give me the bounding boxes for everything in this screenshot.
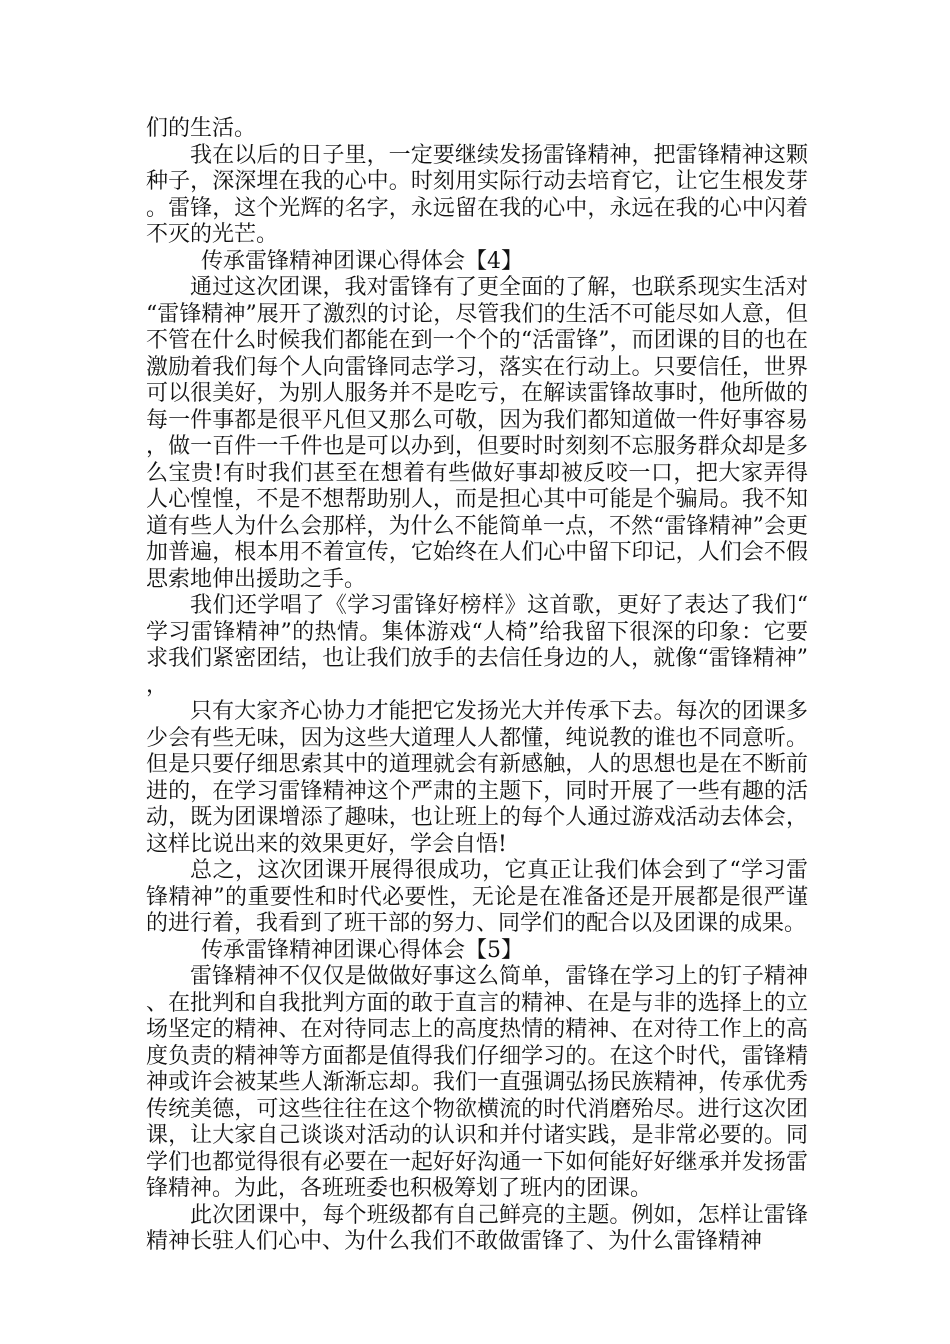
paragraph-lei-feng-seed: 我在以后的日子里，一定要继续发扬雷锋精神，把雷锋精神这颗种子，深深埋在我的心中。时刻用实际行动去培育它，让它生根发芽。雷锋，这个光辉的名字，永远留在我的心中，永远在我的心中闪着不灭的光芒。: [146, 142, 808, 247]
paragraph-teamwork: 只有大家齐心协力才能把它发扬光大并传承下去。每次的团课多少会有些无味，因为这些大道理人人都懂，纯说教的谁也不同意听。但是只要仔细思索其中的道理就会有新感触，人的思想也是在不断前进的，在学习雷锋精神这个严肃的主题下，同时开展了一些有趣的活动，既为团课增添了趣味，也让班上的每个人通过游戏活动去体会，这样比说出来的效果更好，学会自悟!: [146, 699, 808, 857]
paragraph-continuation: 们的生活。: [146, 116, 257, 141]
section-heading-5: 传承雷锋精神团课心得体会【5】: [201, 937, 523, 963]
paragraph-song-and-game: 我们还学唱了《学习雷锋好榜样》这首歌，更好了表达了我们“学习雷锋精神”的热情。集体游戏“人椅”给我留下很深的印象：它要求我们紧密团结，也让我们放手的去信任身边的人，就像“雷锋精神”，: [146, 593, 808, 698]
section-heading-4: 传承雷锋精神团课心得体会【4】: [201, 248, 523, 274]
document-body: [146, 116, 808, 1256]
paragraph-class-themes: 此次团课中，每个班级都有自己鲜亮的主题。例如，怎样让雷锋精神长驻人们心中、为什么我们不敢做雷锋了、为什么雷锋精神: [146, 1202, 808, 1254]
paragraph-section-4-intro: 通过这次团课，我对雷锋有了更全面的了解，也联系现实生活对“雷锋精神”展开了激烈的讨论，尽管我们的生活不可能尽如人意，但不管在什么时候我们都能在到一个个的“活雷锋”，而团课的目的也在激励着我们每个人向雷锋同志学习，落实在行动上。只要信任，世界可以很美好，为别人服务并不是吃亏，在解读雷锋故事时，他所做的每一件事都是很平凡但又那么可敬，因为我们都知道做一件好事容易，做一百件一千件也是可以办到，但要时时刻刻不忘服务群众却是多么宝贵!有时我们甚至在想着有些做好事却被反咬一口，把大家弄得人心惶惶，不是不想帮助别人，而是担心其中可能是个骗局。我不知道有些人为什么会那样，为什么不能简单一点，不然“雷锋精神”会更加普遍，根本用不着宣传，它始终在人们心中留下印记，人们会不假思索地伸出援助之手。: [146, 275, 808, 592]
paragraph-section-5-intro: 雷锋精神不仅仅是做做好事这么简单，雷锋在学习上的钉子精神、在批判和自我批判方面的敢于直言的精神、在是与非的选择上的立场坚定的精神、在对待同志上的高度热情的精神、在对待工作上的高度负责的精神等方面都是值得我们仔细学习的。在这个时代，雷锋精神或许会被某些人渐渐忘却。我们一直强调弘扬民族精神，传承优秀传统美德，可这些往往在这个物欲横流的时代消磨殆尽。进行这次团课，让大家自己谈谈对活动的认识和并付诸实践，是非常必要的。同学们也都觉得很有必要在一起好好沟通一下如何能好好继承并发扬雷锋精神。为此，各班班委也积极筹划了班内的团课。: [146, 964, 808, 1201]
paragraph-conclusion: 总之，这次团课开展得很成功，它真正让我们体会到了“学习雷锋精神”的重要性和时代必要性，无论是在准备还是开展都是很严谨的进行着，我看到了班干部的努力、同学们的配合以及团课的成果。: [146, 858, 808, 936]
